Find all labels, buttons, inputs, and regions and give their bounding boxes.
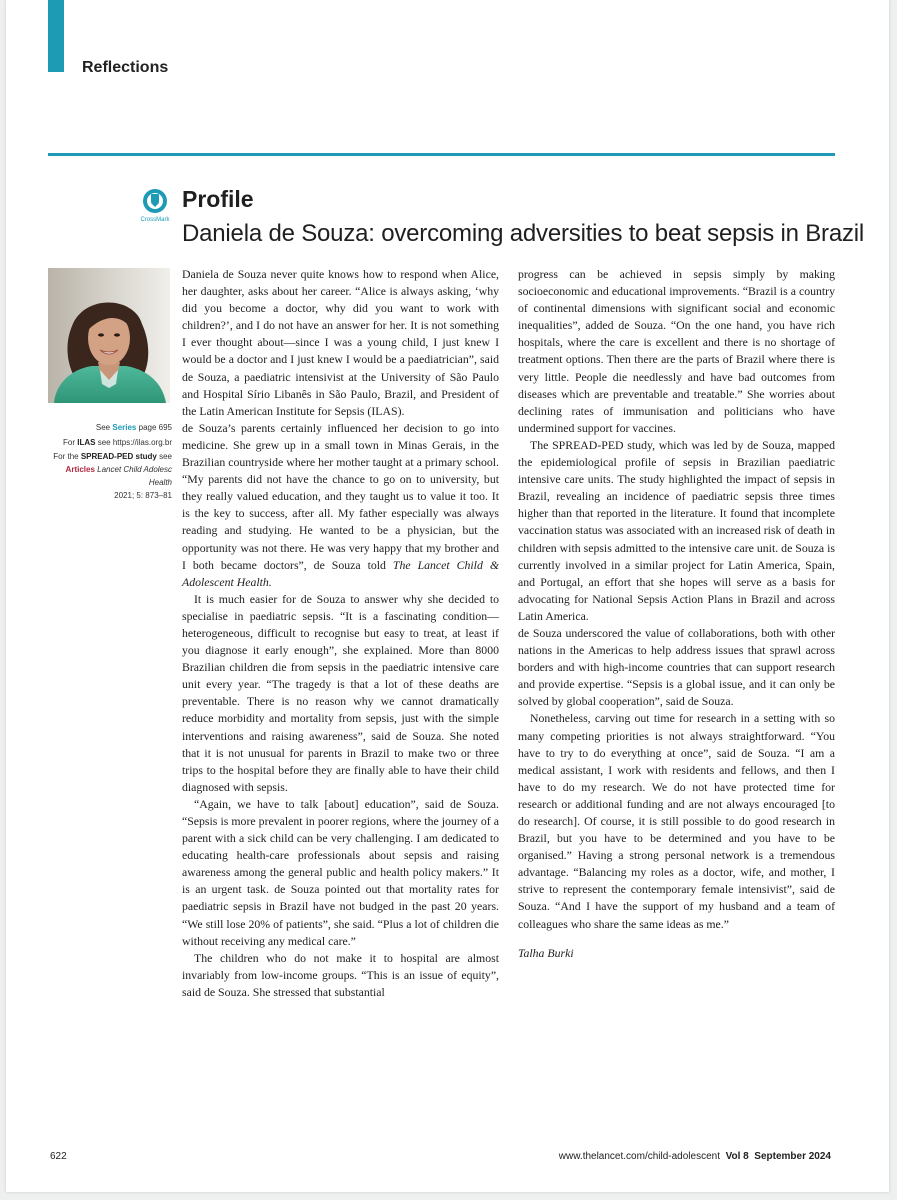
spread-ped-note: For the SPREAD-PED study see Articles Lancet Child Adolesc Health 2021; 5: 873–81	[53, 452, 172, 500]
series-note: See Series page 695	[95, 423, 172, 432]
crossmark-badge[interactable]	[136, 188, 174, 223]
paragraph: The children who do not make it to hospital are almost invariably from low-income groups. “This is an issue of equity”, said de Souza. She stressed that substantial	[182, 950, 499, 999]
paragraph: “Again, we have to talk [about] education”, said de Souza. “Sepsis is more prevalent in poorer regions, where the journey of a parent with a sick child can be very challenging. I am dedicated to educating health-care professionals about sepsis and raising awareness among the general public and health policy makers.” It is an urgent task. de Souza pointed out that mortality rates for paediatric sepsis in Brazil have not budged in the past 20 years. “We still lose 20% of patients”, she said. “Plus a lot of children die without receiving any medical care.”	[182, 796, 499, 948]
paragraph: The SPREAD-PED study, which was led by de Souza, mapped the epidemiological profile of sepsis in Brazilian paediatric intensive care units. The study highlighted the impact of sepsis in Brazil, revealing an incidence of paediatric sepsis three times higher than that reported in the literature. It found that incomplete vaccination status was associated with an increased risk of death in children with sepsis admitted to the intensive care unit. de Souza is currently involved in a similar project for Latin America, Spain, and Portugal, an effort that she hopes will serve as a basis for advocating for National Sepsis Action Plans in Brazil and across Latin America.	[518, 437, 835, 623]
accent-bar	[48, 0, 64, 72]
articles-link[interactable]: Articles	[65, 464, 95, 474]
paragraph: It is much easier for de Souza to answer why she decided to specialise in paediatric sepsis. “It is a fascinating condition—heterogeneous, difficult to recognise but easy to treat, at least if you diagnose it early enough”, she explained. More than 8000 Brazilian children die from sepsis in the paediatric intensive care unit every year. “The tragedy is that a lot of these deaths are preventable. There is no reason why we cannot dramatically reduce morbidity and mortality from sepsis, just with the simple interventions and raising awareness”, said de Souza. She noted that it is not unusual for parents in Brazil to make two or three trips to the hospital before they are finally able to have their child diagnosed with sepsis.	[182, 591, 499, 794]
series-link[interactable]: Series	[112, 423, 137, 432]
article-kicker: Profile	[182, 186, 254, 212]
paragraph: de Souza’s parents certainly influenced her decision to go into medicine. She grew up in a small town in Minas Gerais, in the Brazilian countryside where her mother taught at a primary school. “My parents did not have the chance to go on to university, but they really valued education, and they taught us to value it too. It is the key to success, after all. My father especially was always reading and studying. He wanted to be a physician, but the opportunity was not there. He was very happy that my brother and I both became doctors”, de Souza told The Lancet Child & Adolescent Health.	[182, 420, 499, 589]
paragraph: de Souza underscored the value of collaborations, both with other nations in the Americas to help address issues that sprawl across borders and with high-income countries that can support research and provide expertise. “Sepsis is a global issue, and it can only be solved by global cooperation”, said de Souza.	[518, 625, 835, 709]
footer-url[interactable]: www.thelancet.com/child-adolescent	[558, 1151, 720, 1162]
article-headline: Daniela de Souza: overcoming adversities to beat sepsis in Brazil	[182, 220, 865, 247]
margin-notes	[46, 422, 172, 502]
body-column-1	[182, 266, 499, 1001]
header-rule	[48, 153, 835, 156]
paragraph: Nonetheless, carving out time for research in a setting with so many competing priorities is not always straightforward. “You have to try to do everything at once”, said de Souza. “I am a medical assistant, I work with residents and fellows, and then I have to do my research. We do not have protected time for research or additional funding and are not always encouraged [to do research]. Of course, it is still possible to do good research in Brazil, but you have to be determined and you have to be organised.” Having a strong personal network is a tremendous advantage. “Balancing my roles as a doctor, wife, and mother, I strive to represent the contemporary female intensivist”, said de Souza. “And I have the support of my husband and a team of colleagues who share the same ideas as me.”	[518, 711, 835, 931]
ilas-link[interactable]: ILAS	[77, 437, 96, 447]
paragraph: progress can be achieved in sepsis simply by making socioeconomic and educational improvements. “Brazil is a country of continental dimensions with significant social and economic inequalities”, added de Souza. “On the one hand, you have rich hospitals, where the care is excellent and there is no shortage of treatment options. Then there are the parts of Brazil where there is very little. People die needlessly and have bad outcomes from diseases which are preventable and treatable.” She worries about declining rates of immunisation and politicians who have undermined support for vaccines.	[518, 267, 835, 435]
footer-date: September 2024	[754, 1151, 831, 1162]
ilas-note: For ILAS see https://ilas.org.br	[63, 437, 172, 447]
crossmark-caption: CrossMark	[140, 217, 170, 223]
body-column-2	[518, 266, 835, 962]
journal-page	[6, 0, 889, 1192]
portrait-photo	[48, 268, 170, 403]
paragraph: Daniela de Souza never quite knows how to respond when Alice, her daughter, asks about her career. “Alice is always asking, ‘why did you become a doctor, why did you want to work with children?’, and I do not have an answer for her. It is not something I ever thought about—since I was a young child, I just knew I would be a doctor and I just knew I would be a paediatrician”, said de Souza, a paediatric intensivist at the University of São Paulo and Hospital Sírio Libanês in São Paulo, Brazil, and President of the Latin American Institute for Sepsis (ILAS).	[182, 267, 499, 418]
author-byline: Talha Burki	[518, 945, 574, 960]
spread-ped-link[interactable]: SPREAD-PED study	[80, 452, 157, 462]
journal-title: The Lancet Child & Adolescent Health.	[182, 557, 499, 589]
page-number: 622	[50, 1151, 67, 1162]
crossmark-icon	[142, 188, 168, 214]
footer-volume: Vol 8	[725, 1151, 749, 1162]
section-label: Reflections	[82, 59, 169, 76]
footer-citation	[559, 1151, 831, 1162]
